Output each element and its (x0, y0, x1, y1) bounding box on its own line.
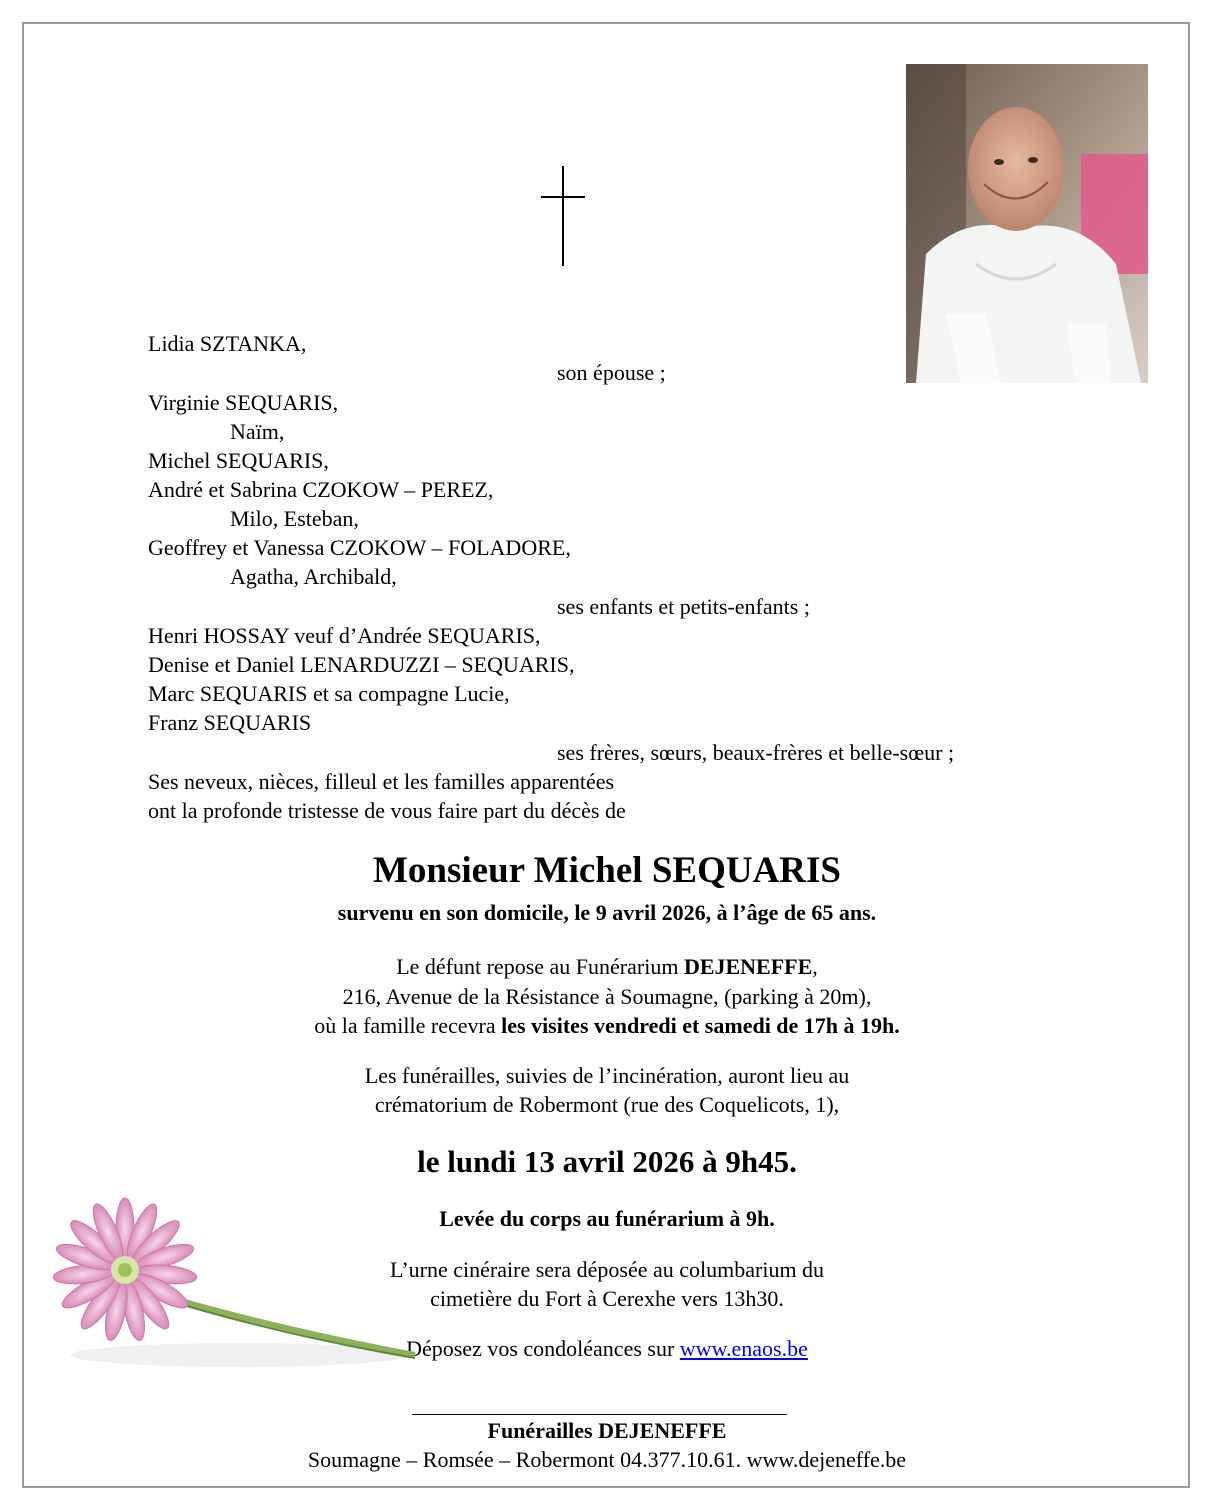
deceased-name: Monsieur Michel SEQUARIS (372, 850, 841, 891)
rest-line-1: Le défunt repose au Funérarium DEJENEFFE, (396, 954, 818, 979)
funeral-home-name: Funérailles DEJENEFFE (487, 1418, 727, 1443)
rest-line-2: 216, Avenue de la Résistance à Soumagne, (parking à 20m), (342, 984, 872, 1009)
funeral-home-info: Soumagne – Romsée – Robermont 04.377.10.61. www.dejeneffe.be (307, 1447, 907, 1472)
condolences-link[interactable]: www.enaos.be (679, 1336, 808, 1361)
relation-label: son épouse ; (557, 360, 666, 385)
funeral-date: le lundi 13 avril 2026 à 9h45. (417, 1144, 797, 1179)
portrait-photo (906, 64, 1148, 383)
family-line: Milo, Esteban, (230, 506, 359, 531)
urn-line-1: L’urne cinéraire sera déposée au columbarium du (389, 1257, 825, 1282)
family-line: Ses neveux, nièces, filleul et les familles apparentées (148, 769, 615, 794)
family-line: Virginie SEQUARIS, (148, 390, 339, 415)
levee-line: Levée du corps au funérarium à 9h. (439, 1206, 775, 1231)
urn-line-2: cimetière du Fort à Cerexhe vers 13h30. (430, 1286, 784, 1311)
death-details: survenu en son domicile, le 9 avril 2026, à l’âge de 65 ans. (337, 900, 877, 925)
family-line: Marc SEQUARIS et sa compagne Lucie, (148, 681, 510, 706)
funeral-line-2: crématorium de Robermont (rue des Coquelicots, 1), (374, 1092, 840, 1117)
condolences-line: Déposez vos condoléances sur www.enaos.be (406, 1336, 808, 1361)
announcement-line: ont la profonde tristesse de vous faire part du décès de (148, 798, 626, 823)
family-line: Franz SEQUARIS (148, 710, 312, 735)
family-line: André et Sabrina CZOKOW – PEREZ, (148, 477, 494, 502)
relation-label: ses frères, sœurs, beaux-frères et belle-sœur ; (557, 740, 955, 765)
flower-image (40, 1180, 440, 1400)
relation-label: ses enfants et petits-enfants ; (557, 594, 810, 619)
family-line: Lidia SZTANKA, (148, 331, 307, 356)
family-line: Naïm, (230, 419, 285, 444)
cross-icon (541, 166, 585, 266)
family-line: Henri HOSSAY veuf d’Andrée SEQUARIS, (148, 623, 541, 648)
rest-line-3: où la famille recevra les visites vendredi et samedi de 17h à 19h. (314, 1013, 900, 1038)
family-line: Agatha, Archibald, (230, 564, 397, 589)
family-line: Michel SEQUARIS, (148, 448, 329, 473)
family-line: Denise et Daniel LENARDUZZI – SEQUARIS, (148, 652, 575, 677)
family-line: Geoffrey et Vanessa CZOKOW – FOLADORE, (148, 535, 571, 560)
signature-divider (412, 1414, 787, 1415)
funeral-line-1: Les funérailles, suivies de l’incinération, auront lieu au (364, 1063, 850, 1088)
